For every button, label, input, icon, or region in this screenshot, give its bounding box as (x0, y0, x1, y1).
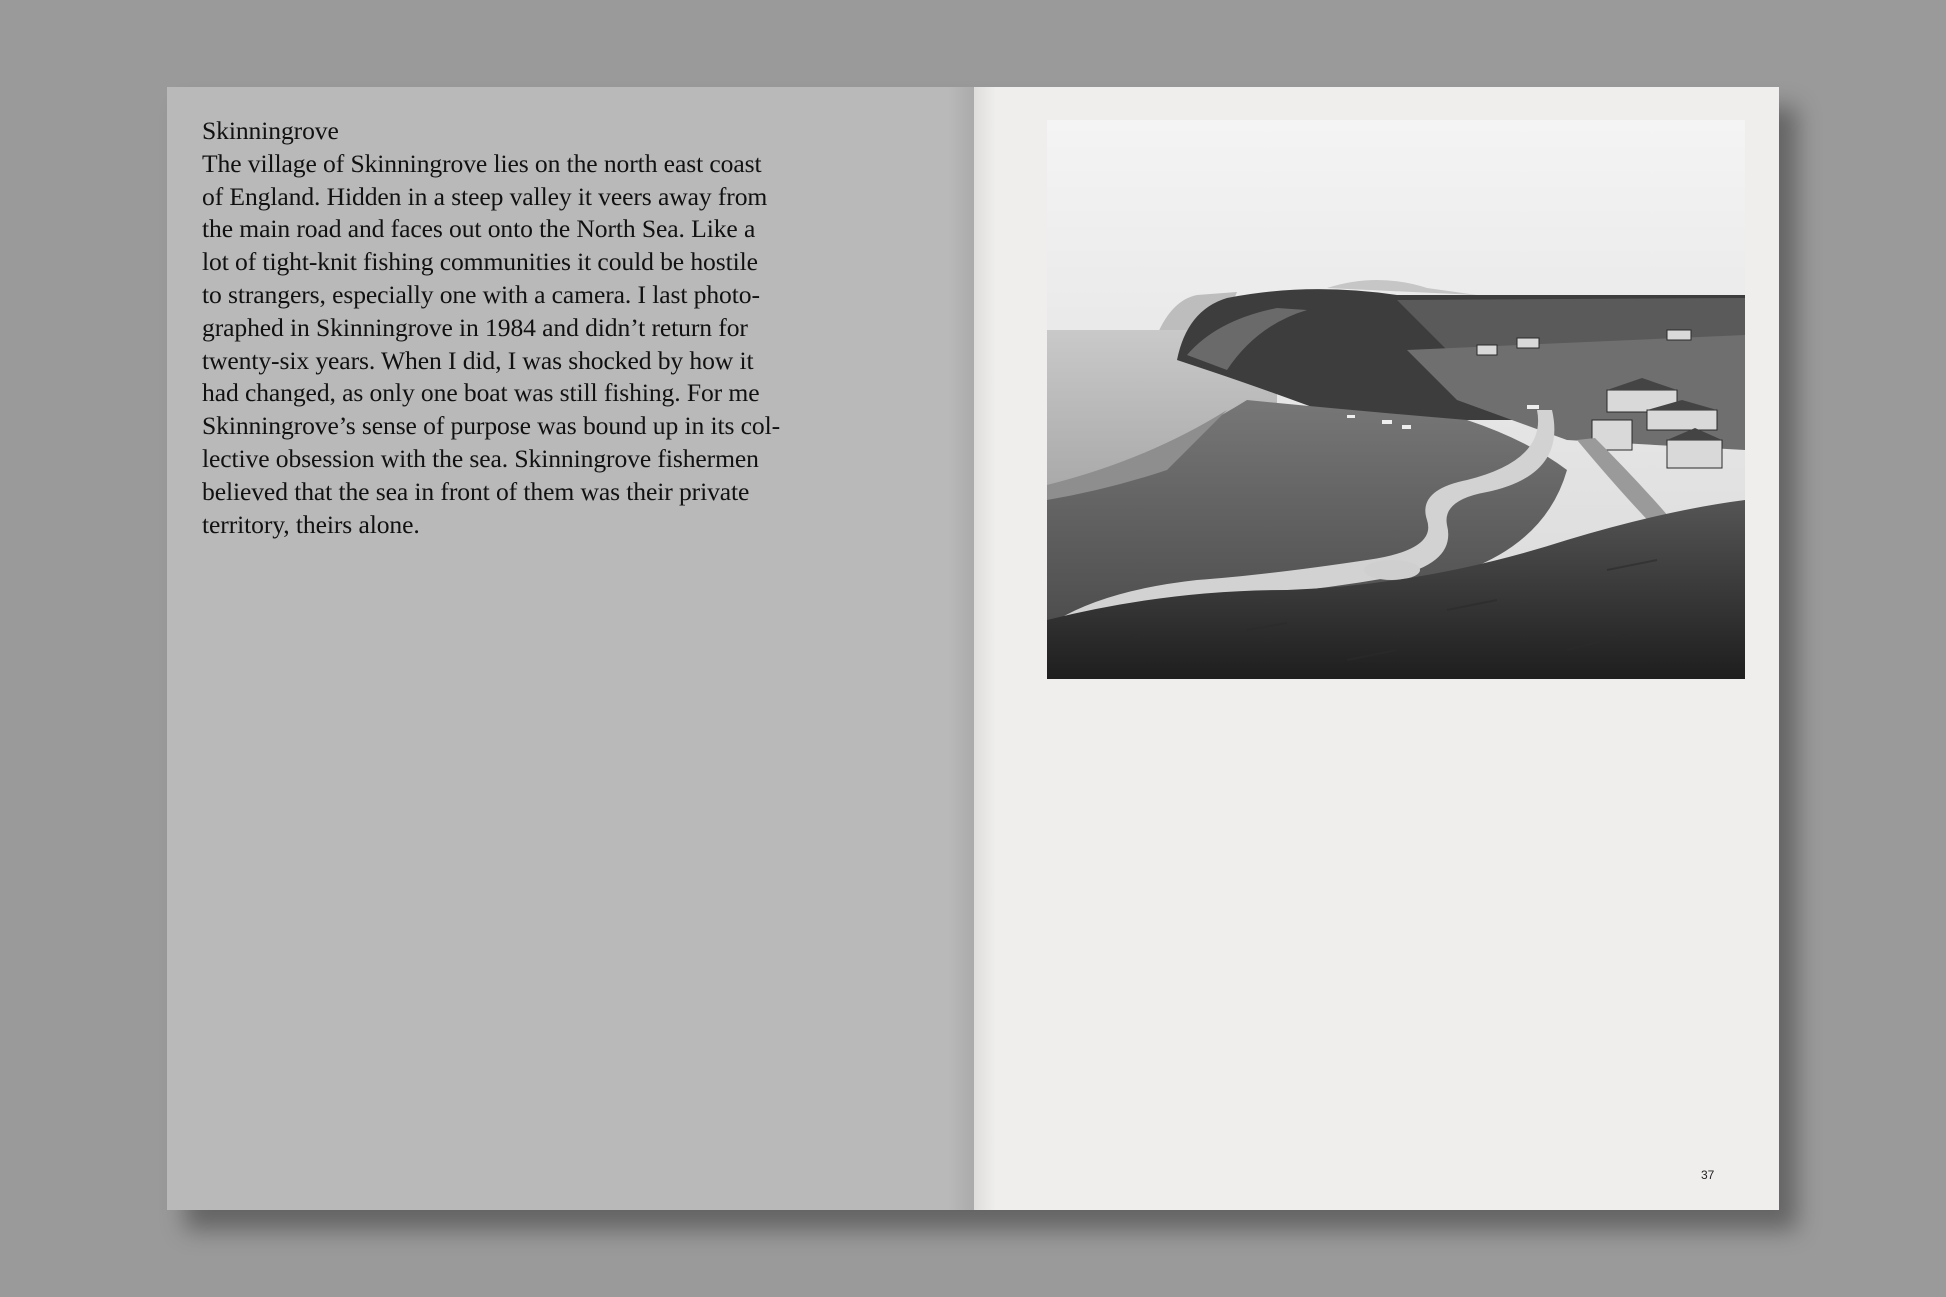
page-number: 37 (1701, 1168, 1715, 1182)
body-line: lot of tight-knit fishing communities it could be hostile (202, 247, 758, 277)
text-block (202, 115, 902, 541)
left-page (167, 87, 974, 1210)
body-line: the main road and faces out onto the North Sea. Like a (202, 214, 756, 244)
body-line: territory, theirs alone. (202, 509, 420, 539)
body-line: The village of Skinningrove lies on the north east coast (202, 148, 762, 178)
body-line: to strangers, especially one with a camera. I last photo- (202, 279, 760, 309)
page-heading: Skinningrove (202, 116, 339, 145)
body-line: believed that the sea in front of them was their private (202, 476, 750, 506)
landscape-photo (1047, 120, 1745, 679)
body-line: Skinningrove’s sense of purpose was bound up in its col- (202, 411, 781, 441)
body-line: of England. Hidden in a steep valley it veers away from (202, 181, 768, 211)
body-line: graphed in Skinningrove in 1984 and didn’t return for (202, 312, 748, 342)
book-spread (167, 87, 1779, 1210)
body-line: lective obsession with the sea. Skinningrove fishermen (202, 443, 759, 473)
body-line: had changed, as only one boat was still fishing. For me (202, 378, 760, 408)
right-page (974, 87, 1779, 1210)
body-line: twenty-six years. When I did, I was shocked by how it (202, 345, 754, 375)
